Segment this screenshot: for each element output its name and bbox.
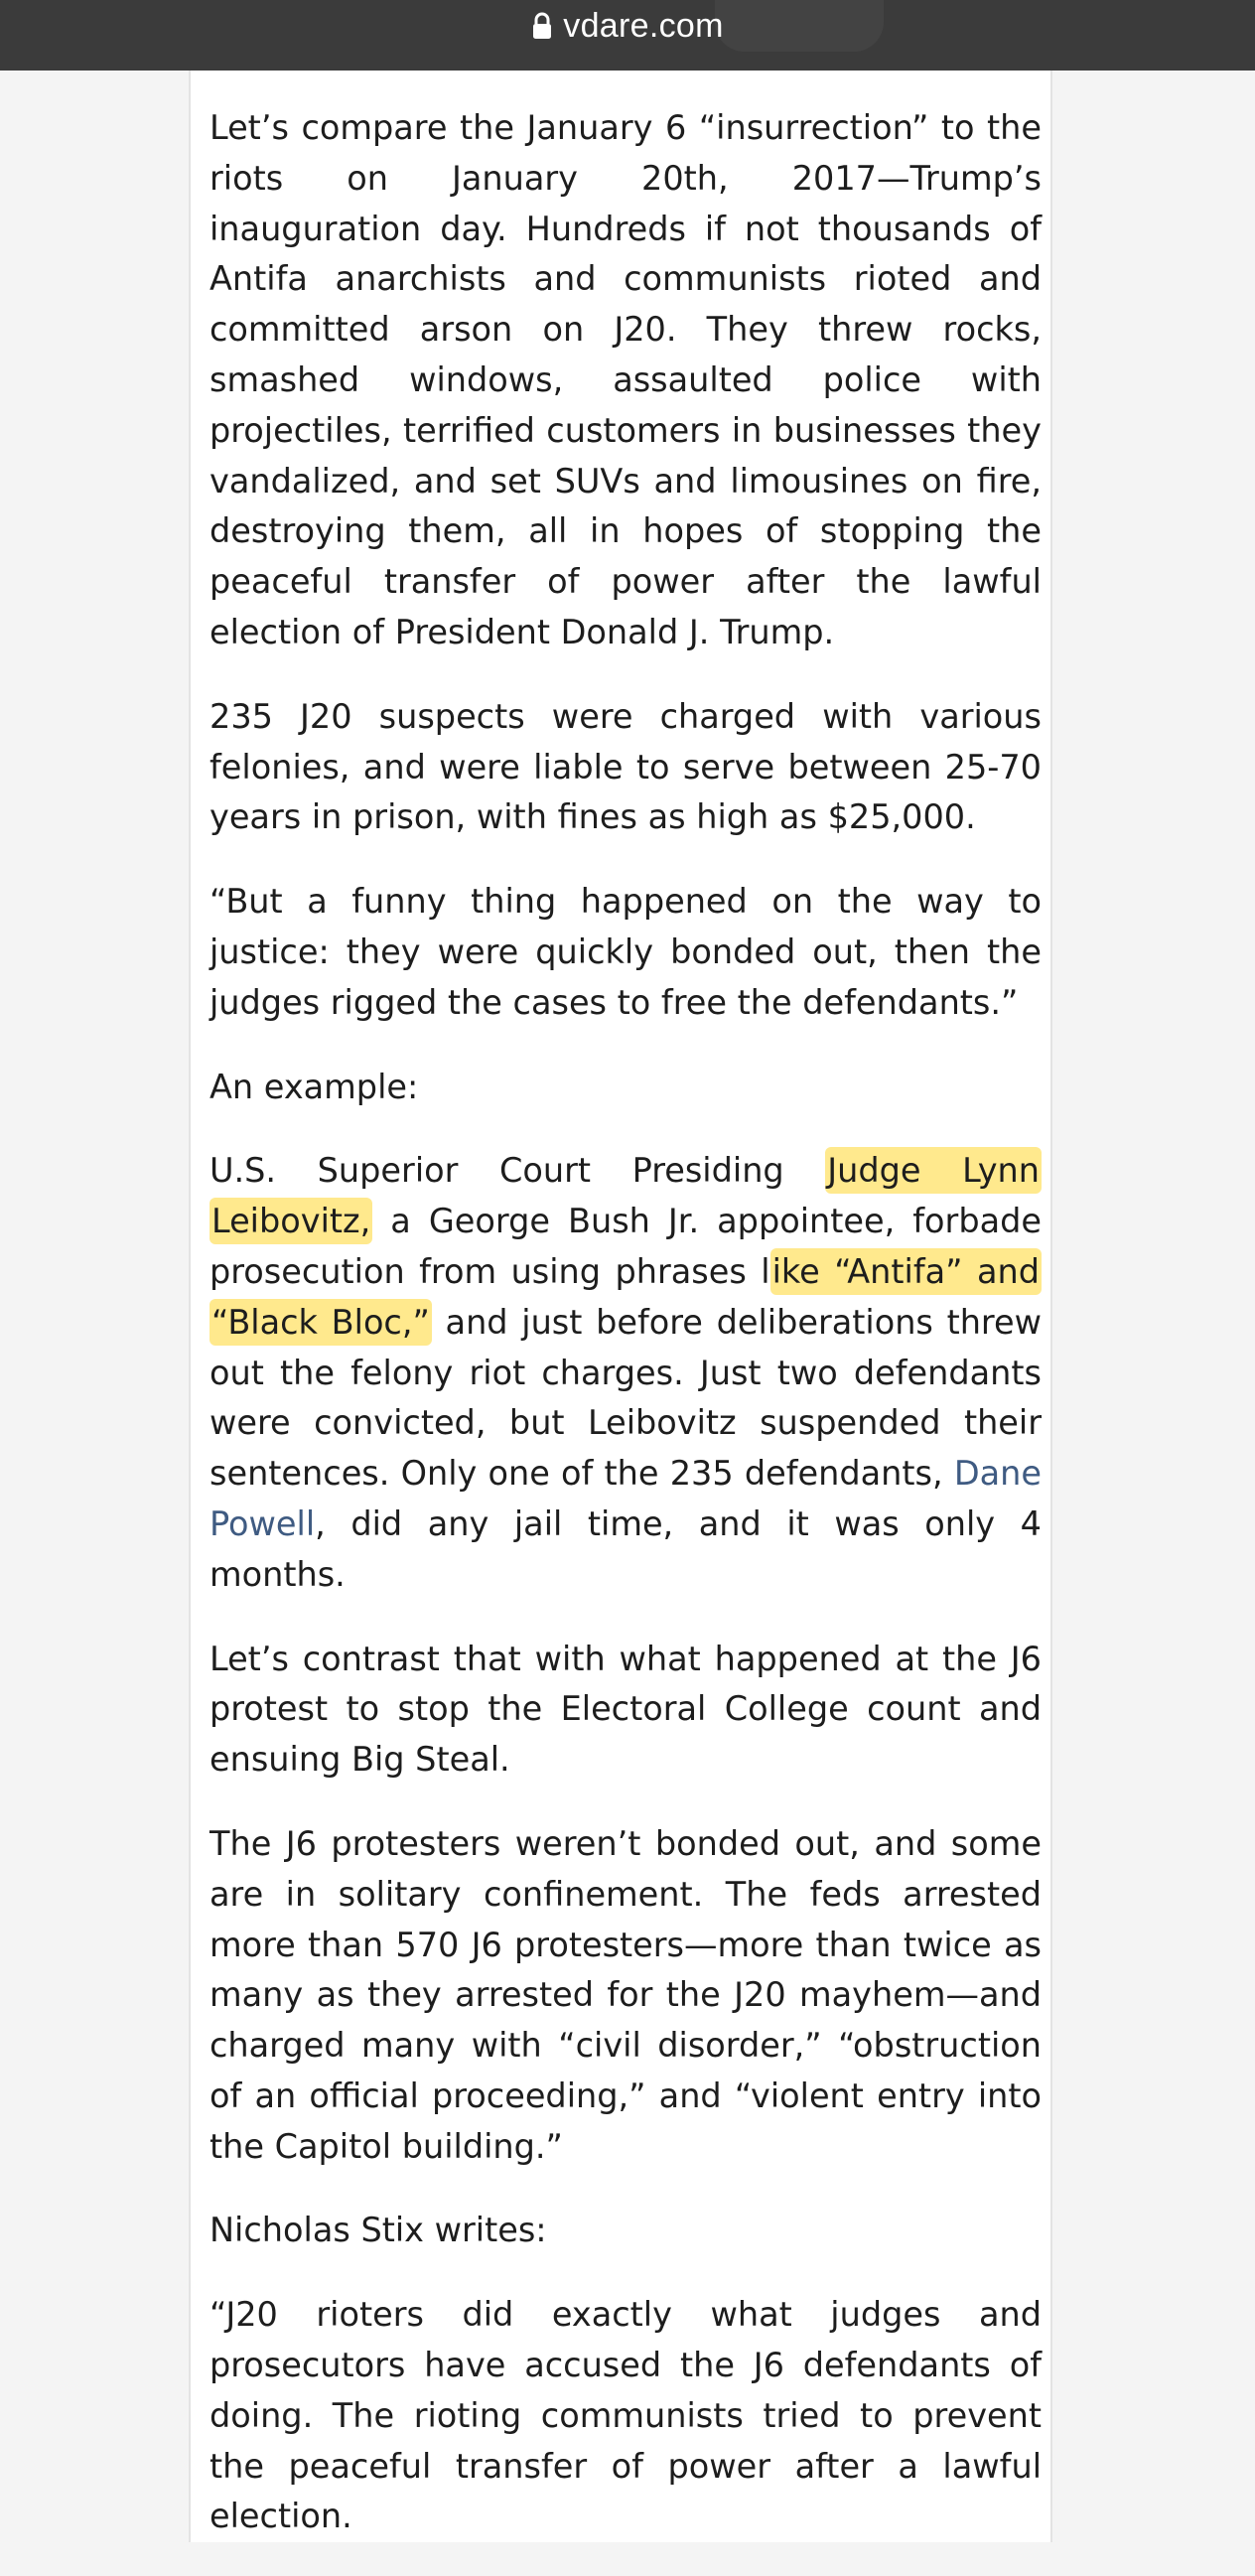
paragraph-funny-thing: “But a funny thing happened on the way to justice: they were quickly bonded out, then the judges rigged the cases to free the defendants.” [209, 882, 1042, 1022]
paragraph-stix-writes: Nicholas Stix writes: [209, 2211, 547, 2250]
paragraph-an-example: An example: [209, 1067, 419, 1106]
paragraph-j20-riots: Let’s compare the January 6 “insurrection” to the riots on January 20th, 2017—Trump’s inauguration day. Hundreds if not thousands of Antifa anarchists and communists rioted and committed arson on J20. They threw rocks, smashed windows, assaulted police with projectiles, terrified customers in businesses they vandalized, and set SUVs and limousines on fire, destroying them, all in hopes of stopping the peaceful transfer of power after the lawful election of President Donald J. Trump. [209, 108, 1042, 651]
paragraph-j20-charges: 235 J20 suspects were charged with various felonies, and were liable to serve between 25-70 years in prison, with fines as high as $25,000. [209, 696, 1042, 837]
highlight-judge-name: Judge Lynn Leibovitz, [209, 1147, 1042, 1244]
browser-address-bar[interactable] [0, 0, 1255, 71]
text-segment: and just before deliberations threw out the felony riot charges. Just two defendants were convicted, but Leibovitz suspended their sentences. Only one of the 235 defendants, [209, 1302, 1042, 1494]
paragraph-j6-protesters: The J6 protesters weren’t bonded out, and some are in solitary confinement. The feds arrested more than 570 J6 protesters—more than twice as many as they arrested for the J20 mayhem—and charged many with “civil disorder,” “obstruction of an official proceeding,” and “violent entry into the Capitol building.” [209, 1823, 1042, 2166]
text-segment: a George Bush Jr. appointee, forbade prosecution from using phrases l [209, 1202, 1042, 1291]
article-panel [189, 71, 1052, 2542]
url-text: vdare.com [563, 6, 724, 45]
article-body [209, 103, 1042, 2576]
paragraph-leibovitz [209, 1146, 1042, 1600]
text-segment: U.S. Superior Court Presiding [209, 1151, 826, 1191]
paragraph-j6-contrast: Let’s contrast that with what happened at the J6 protest to stop the Electoral College count and ensuing Big Steal. [209, 1639, 1042, 1780]
lock-icon [531, 12, 553, 40]
dane-powell-link[interactable]: Dane Powell [209, 1454, 1042, 1543]
highlight-antifa-phrases: ike “Antifa” and “Black Bloc,” [209, 1248, 1042, 1346]
text-segment: , did any jail time, and it was only 4 months. [209, 1503, 1042, 1594]
paragraph-stix-quote: “J20 rioters did exactly what judges and prosecutors have accused the J6 defendants of doing. The rioting communists tried to prevent the peaceful transfer of power after a lawful election. [209, 2295, 1042, 2536]
url-display[interactable] [0, 0, 1255, 52]
